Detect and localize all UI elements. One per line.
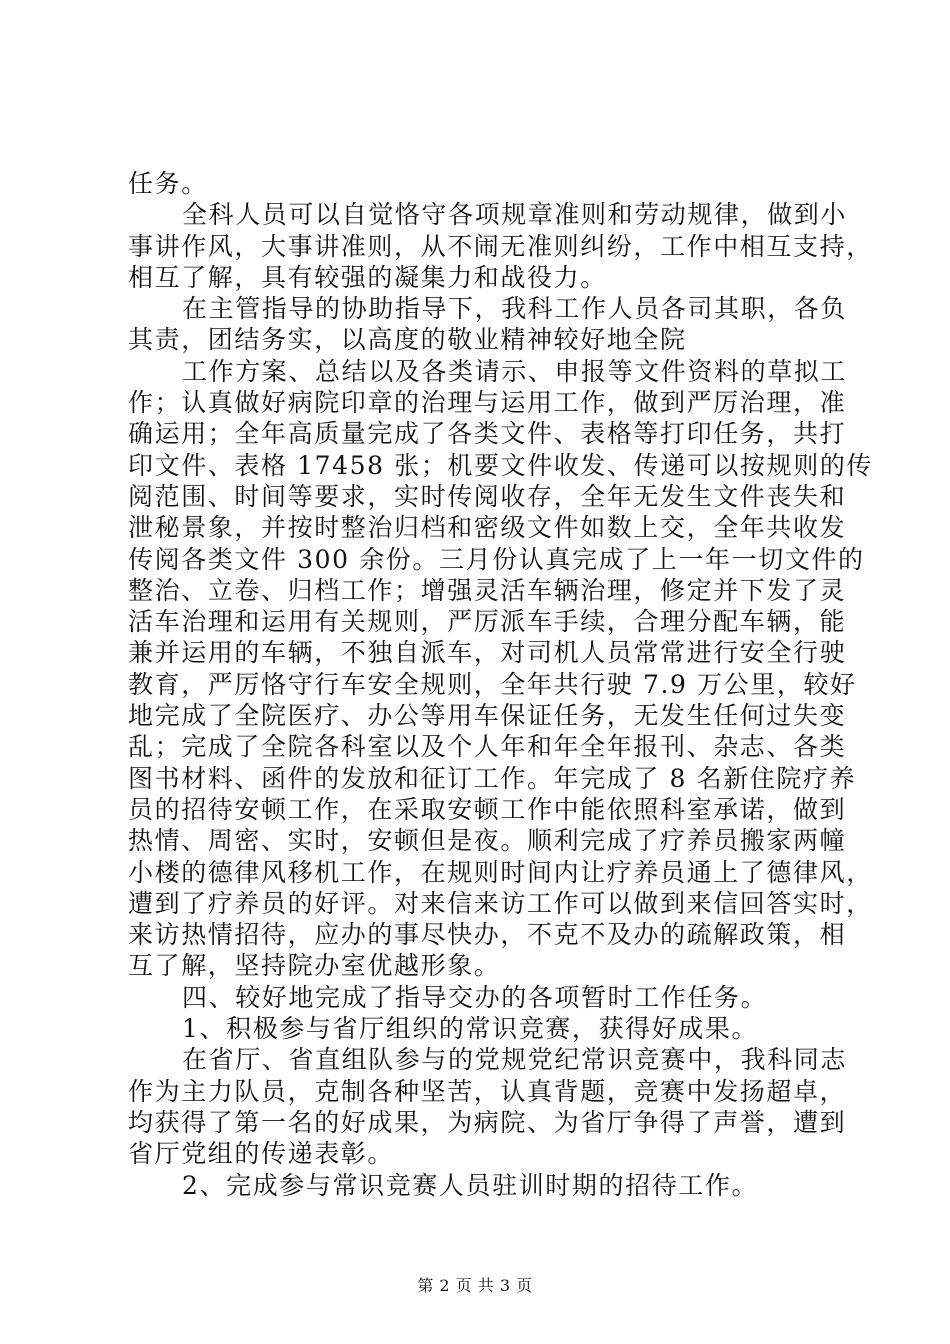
text-line: 事讲作风，大事讲准则，从不闹无准则纠纷，工作中相互支持， — [128, 231, 873, 261]
text-line: 传阅各类文件 300 余份。三月份认真完成了上一年一切文件的 — [128, 544, 865, 574]
text-line: 2、完成参与常识竞赛人员驻训时期的招待工作。 — [182, 1170, 759, 1200]
text-line: 教育，严厉恪守行车安全规则，全年共行驶 7.9 万公里，较好 — [128, 669, 857, 699]
text-line: 确运用；全年高质量完成了各类文件、表格等打印任务，共打 — [128, 419, 847, 449]
text-line: 遭到了疗养员的好评。对来信来访工作可以做到来信回答实时， — [128, 888, 873, 918]
text-line: 1、积极参与省厅组织的常识竞赛，获得好成果。 — [182, 1014, 759, 1044]
text-line: 印文件、表格 17458 张；机要文件收发、传递可以按规则的传 — [128, 450, 874, 480]
text-line: 阅范围、时间等要求，实时传阅收存，全年无发生文件丧失和 — [128, 481, 847, 511]
text-line: 活车治理和运用有关规则，严厉派车手续，合理分配车辆，能 — [128, 607, 847, 637]
text-line: 乱；完成了全院各科室以及个人年和年全年报刊、杂志、各类 — [128, 732, 847, 762]
text-line: 其责，团结务实，以高度的敬业精神较好地全院 — [128, 325, 687, 355]
document-body — [128, 168, 874, 1201]
text-line: 兼并运用的车辆，不独自派车，对司机人员常常进行安全行驶 — [128, 638, 847, 668]
text-line: 工作方案、总结以及各类请示、申报等文件资料的草拟工 — [182, 356, 848, 386]
text-line: 互了解，坚持院办室优越形象。 — [128, 951, 501, 981]
text-line: 热情、周密、实时，安顿但是夜。顺利完成了疗养员搬家两幢 — [128, 826, 847, 856]
text-line: 整治、立卷、归档工作；增强灵活车辆治理，修定并下发了灵 — [128, 575, 847, 605]
text-line: 地完成了全院医疗、办公等用车保证任务，无发生任何过失变 — [128, 701, 847, 731]
text-line: 作；认真做好病院印章的治理与运用工作，做到严厉治理，准 — [128, 388, 847, 418]
text-line: 全科人员可以自觉恪守各项规章准则和劳动规律，做到小 — [182, 200, 848, 230]
text-line: 小楼的德律风移机工作，在规则时间内让疗养员通上了德律风， — [128, 857, 873, 887]
text-line: 省厅党组的传递表彰。 — [128, 1139, 395, 1169]
text-line: 在省厅、省直组队参与的党规党纪常识竞赛中，我科同志 — [182, 1045, 848, 1075]
text-line: 相互了解，具有较强的凝集力和战役力。 — [128, 262, 607, 292]
text-line: 在主管指导的协助指导下，我科工作人员各司其职，各负 — [182, 294, 848, 324]
page-footer: 第 2 页 共 3 页 — [417, 1276, 533, 1295]
text-line: 四、较好地完成了指导交办的各项暂时工作任务。 — [182, 982, 768, 1012]
text-line: 员的招待安顿工作，在采取安顿工作中能依照科室承诺，做到 — [128, 794, 847, 824]
text-line: 任务。 — [128, 169, 208, 198]
text-line: 来访热情招待，应办的事尽快办，不克不及办的疏解政策，相 — [128, 920, 847, 950]
text-line: 均获得了第一名的好成果，为病院、为省厅争得了声誉，遭到 — [128, 1107, 847, 1137]
text-line: 作为主力队员，克制各种坚苦，认真背题，竞赛中发扬超卓， — [128, 1076, 847, 1106]
text-line: 图书材料、函件的发放和征订工作。年完成了 8 名新住院疗养 — [128, 763, 857, 793]
text-line: 泄秘景象，并按时整治归档和密级文件如数上交，全年共收发 — [128, 513, 847, 543]
